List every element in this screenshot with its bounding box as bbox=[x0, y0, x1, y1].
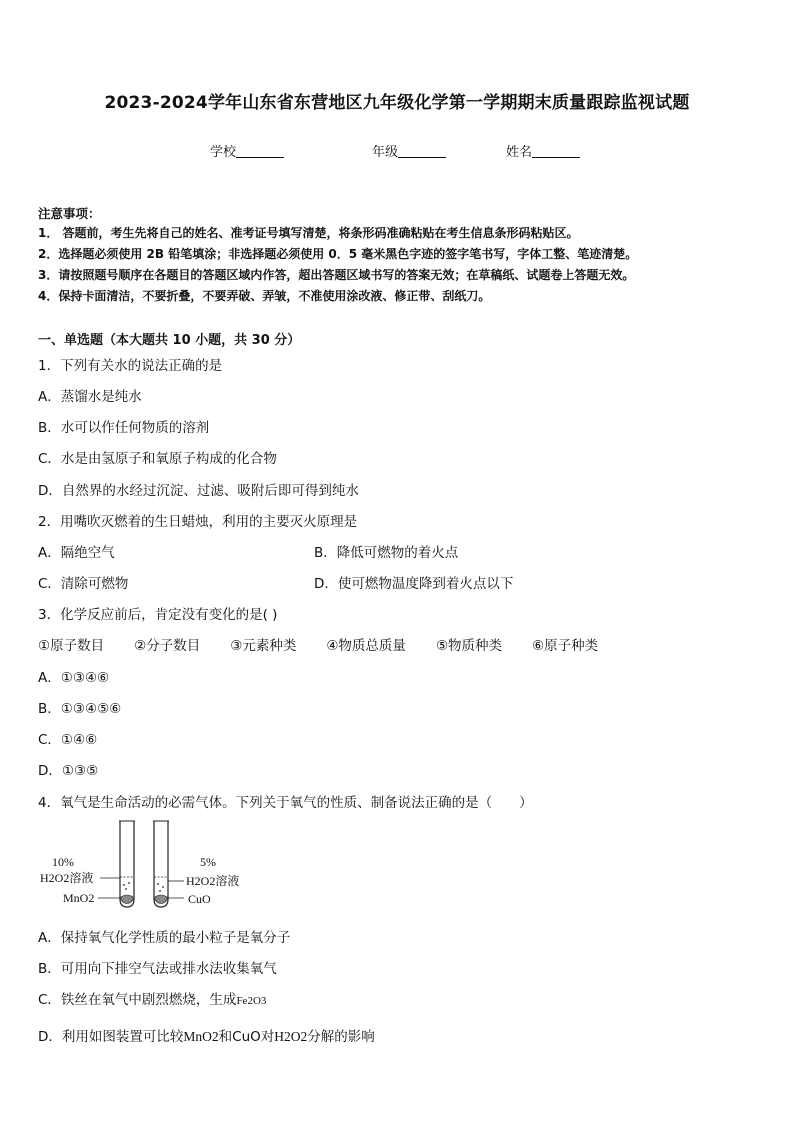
q3-option-b: B．①③④⑤⑥ bbox=[38, 701, 122, 717]
right-catalyst-label: CuO bbox=[188, 892, 211, 906]
formula-mno2: MnO2 bbox=[183, 1029, 219, 1044]
q2-stem: 2．用嘴吹灭燃着的生日蜡烛，利用的主要灭火原理是 bbox=[38, 514, 358, 530]
formula-h2o2: H2O2 bbox=[274, 1029, 308, 1044]
q4-option-d-mid: 对 bbox=[260, 1029, 275, 1045]
q2-option-d: D．使可燃物温度降到着火点以下 bbox=[314, 576, 514, 592]
q3-option-c: C．①④⑥ bbox=[38, 732, 98, 748]
q3-item: ③元素种类 bbox=[230, 638, 297, 654]
name-field bbox=[506, 141, 580, 160]
q1-option-d: D．自然界的水经过沉淀、过滤、吸附后即可得到纯水 bbox=[38, 483, 359, 499]
formula-cuo: CuO bbox=[232, 1029, 261, 1045]
left-solution-label: H2O2溶液 bbox=[40, 871, 94, 885]
q3-item: ④物质总质量 bbox=[326, 638, 406, 654]
q4-option-c-text: C．铁丝在氧气中剧烈燃烧，生成 bbox=[38, 992, 237, 1008]
q3-item: ②分子数目 bbox=[134, 638, 201, 654]
name-blank bbox=[532, 144, 580, 158]
left-percent-label: 10% bbox=[52, 855, 74, 869]
school-field bbox=[210, 141, 284, 160]
q3-item: ⑤物质种类 bbox=[435, 638, 503, 654]
formula-fe2o3: Fe2O3 bbox=[236, 995, 267, 1007]
left-catalyst-label: MnO2 bbox=[63, 891, 95, 905]
left-test-tube bbox=[120, 821, 134, 907]
q4-option-d-pre: D．利用如图装置可比较 bbox=[38, 1029, 184, 1045]
page-title: 2023-2024学年山东省东营地区九年级化学第一学期期末质量跟踪监视试题 bbox=[104, 93, 690, 113]
q4-stem: 4．氧气是生命活动的必需气体。下列关于氧气的性质、制备说法正确的是（ ） bbox=[38, 795, 533, 811]
q4-option-d-and: 和 bbox=[218, 1029, 233, 1045]
q1-option-c: C．水是由氢原子和氧原子构成的化合物 bbox=[38, 451, 277, 467]
notes-title: 注意事项： bbox=[38, 206, 101, 221]
right-catalyst bbox=[155, 895, 167, 904]
left-catalyst bbox=[121, 895, 133, 904]
grade-field bbox=[372, 141, 446, 160]
q4-option-a: A．保持氧气化学性质的最小粒子是氧分子 bbox=[38, 930, 291, 946]
note-item: 2．选择题必须使用 2B 铅笔填涂；非选择题必须使用 0．5 毫米黑色字迹的签字笔书写，字体工整、笔迹清楚。 bbox=[38, 247, 638, 261]
q4-option-c bbox=[38, 988, 266, 1008]
q3-items bbox=[38, 634, 628, 654]
q4-option-d bbox=[38, 1025, 375, 1045]
school-blank bbox=[236, 144, 284, 158]
name-label: 姓名 bbox=[506, 145, 533, 160]
right-test-tube bbox=[154, 821, 168, 907]
q1-stem: 1．下列有关水的说法正确的是 bbox=[38, 358, 223, 374]
note-item: 4．保持卡面清洁，不要折叠，不要弄破、弄皱，不准使用涂改液、修正带、刮纸刀。 bbox=[38, 289, 491, 303]
school-label: 学校 bbox=[210, 145, 237, 160]
grade-blank bbox=[398, 144, 446, 158]
grade-label: 年级 bbox=[372, 145, 399, 160]
q1-option-a: A．蒸馏水是纯水 bbox=[38, 389, 142, 405]
right-percent-label: 5% bbox=[200, 855, 216, 869]
note-item: 1． 答题前，考生先将自己的姓名、准考证号填写清楚，将条形码准确粘贴在考生信息条形码粘贴区。 bbox=[38, 226, 579, 240]
q3-option-d: D．①③⑤ bbox=[38, 763, 99, 779]
q3-stem: 3．化学反应前后，肯定没有变化的是( ) bbox=[38, 607, 278, 623]
right-solution-label: H2O2溶液 bbox=[186, 874, 240, 888]
section-heading: 一、单选题（本大题共 10 小题，共 30 分） bbox=[38, 333, 301, 348]
q1-option-b: B．水可以作任何物质的溶剂 bbox=[38, 420, 210, 436]
q3-item: ⑥原子种类 bbox=[532, 638, 599, 654]
q3-option-a: A．①③④⑥ bbox=[38, 670, 110, 686]
test-tube-figure bbox=[38, 817, 268, 917]
q2-option-c: C．清除可燃物 bbox=[38, 576, 129, 592]
q2-option-a: A．隔绝空气 bbox=[38, 545, 115, 561]
q4-option-b: B．可用向下排空气法或排水法收集氧气 bbox=[38, 961, 277, 977]
note-item: 3．请按照题号顺序在各题目的答题区域内作答，超出答题区域书写的答案无效；在草稿纸、试题卷上答题无效。 bbox=[38, 268, 635, 282]
q3-item: ①原子数目 bbox=[38, 638, 105, 654]
q4-option-d-post: 分解的影响 bbox=[307, 1029, 375, 1045]
q2-option-b: B．降低可燃物的着火点 bbox=[314, 545, 459, 561]
